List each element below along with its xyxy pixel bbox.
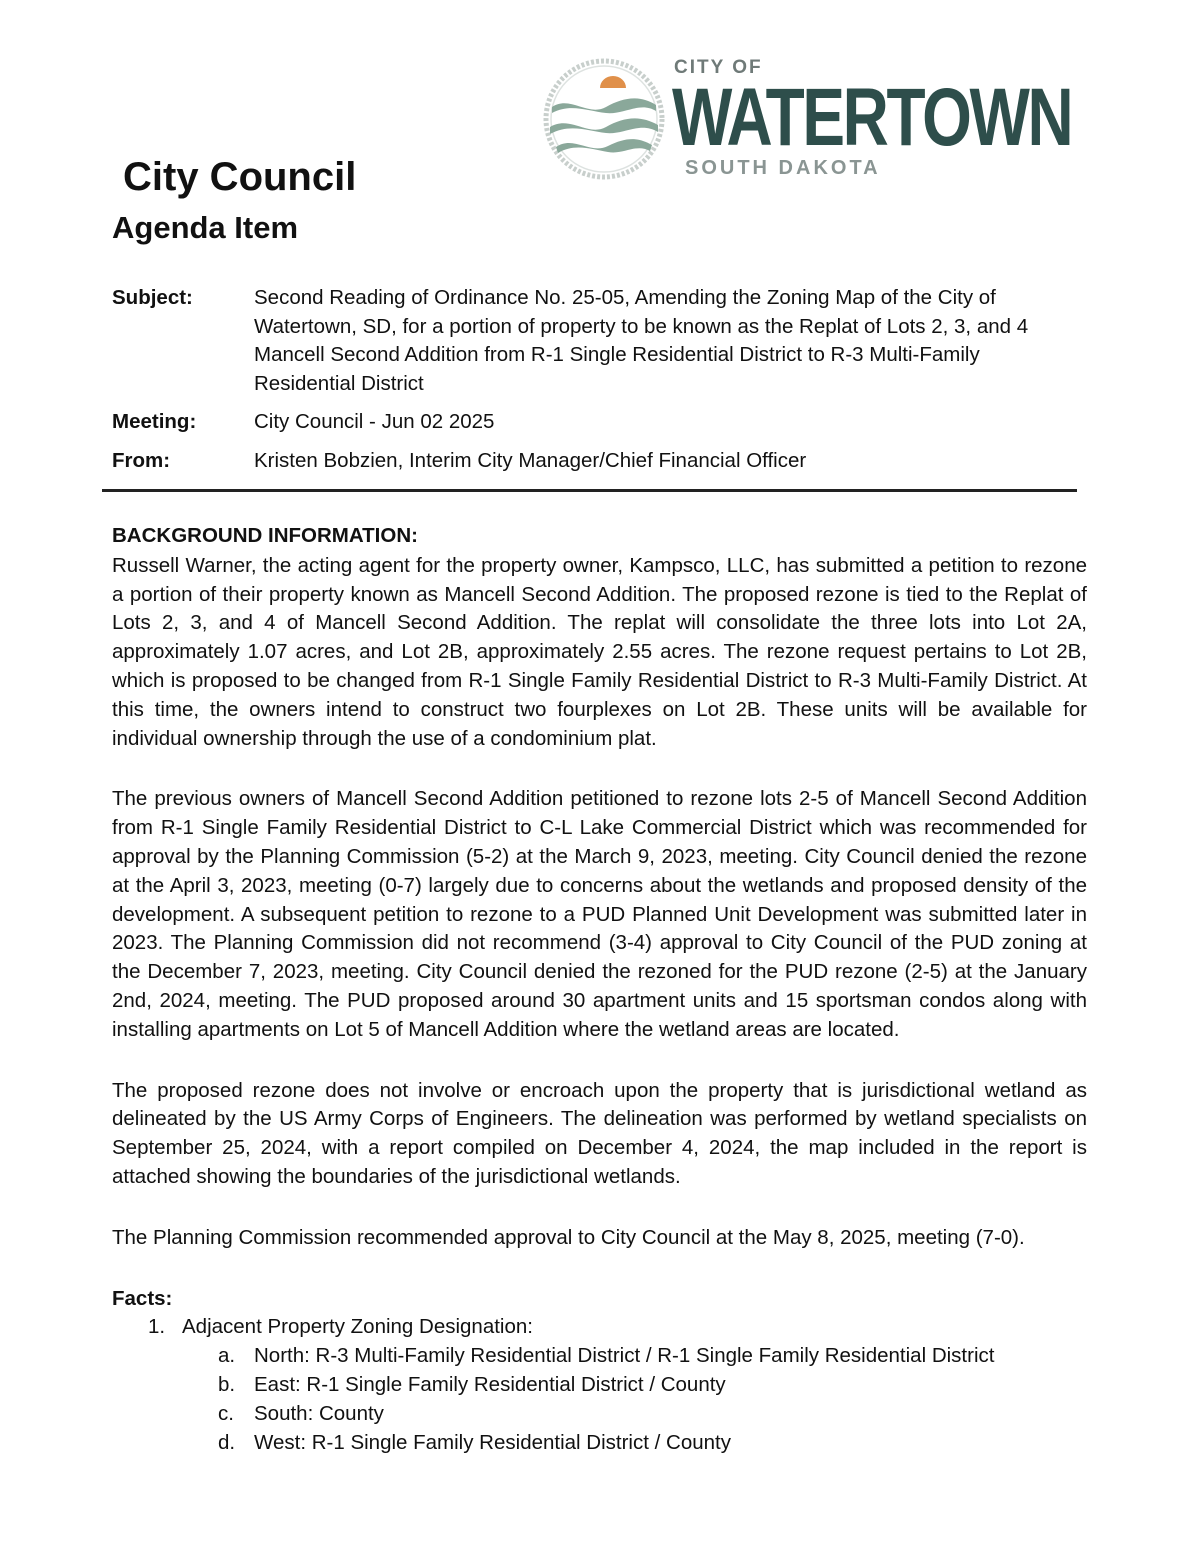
- sub-item-text: East: R-1 Single Family Residential District / County: [254, 1372, 726, 1396]
- background-heading: BACKGROUND INFORMATION:: [112, 524, 418, 547]
- background-paragraph: Russell Warner, the acting agent for the property owner, Kampsco, LLC, has submitted a petition to rezone a portion of their property known as Mancell Second Addition. The proposed rezone is tied to the Replat of Lots 2, 3, and 4 of Mancell Second Addition. The replat will consolidate the three lots into Lot 2A, approximately 1.07 acres, and Lot 2B, approximately 2.55 acres. The rezone request pertains to Lot 2B, which is proposed to be changed from R-1 Single Family Residential District to R-3 Multi-Family District. At this time, the owners intend to construct two fourplexes on Lot 2B. These units will be available for individual ownership through the use of a condominium plat.: [112, 553, 1087, 750]
- fact-number: 1.: [148, 1315, 166, 1339]
- sub-item-text: North: R-3 Multi-Family Residential District / R-1 Single Family Residential District: [254, 1344, 995, 1368]
- logo-city-name: WATERTOWN: [672, 72, 1072, 163]
- facts-heading: Facts:: [112, 1286, 173, 1310]
- from-label: From:: [112, 448, 171, 472]
- sub-item-letter: d.: [218, 1430, 236, 1454]
- fact-text: Adjacent Property Zoning Designation:: [182, 1315, 533, 1339]
- fact-sub-item: [218, 1371, 1087, 1400]
- fact-sub-item: [218, 1429, 1087, 1458]
- fact-sub-list: [112, 1342, 1087, 1457]
- page-subtitle: Agenda Item: [112, 210, 299, 245]
- background-paragraph: The previous owners of Mancell Second Addition petitioned to rezone lots 2-5 of Mancell Second Addition from R-1 Single Family Residential District to C-L Lake Commercial District which was recommended for approval by the Planning Commission (5-2) at the March 9, 2023, meeting. City Council denied the rezone at the April 3, 2023, meeting (0-7) largely due to concerns about the wetlands and proposed density of the development. A subsequent petition to rezone to a PUD Planned Unit Development was submitted later in 2023. The Planning Commission did not recommend (3-4) approval to City Council of the PUD zoning at the December 7, 2023, meeting. City Council denied the rezoned for the PUD rezone (2-5) at the January 2nd, 2024, meeting. The PUD proposed around 30 apartment units and 15 sportsman condos along with installing apartments on Lot 5 of Mancell Addition where the wetland areas are located.: [112, 787, 1087, 1041]
- sub-item-letter: b.: [218, 1372, 236, 1396]
- logo-city-of-text: CITY OF: [674, 57, 763, 78]
- agenda-meta: [112, 284, 1072, 485]
- sub-item-text: West: R-1 Single Family Residential District / County: [254, 1430, 731, 1454]
- meeting-value: City Council - Jun 02 2025: [254, 410, 495, 433]
- subject-label: Subject:: [112, 286, 193, 309]
- from-row: [112, 447, 1072, 476]
- fact-sub-item: [218, 1400, 1087, 1429]
- fact-item: [112, 1313, 1087, 1342]
- meeting-label: Meeting:: [112, 410, 197, 433]
- subject-value: Second Reading of Ordinance No. 25-05, Amending the Zoning Map of the City of Watertown, SD, for a portion of property to be known as the Replat of Lots 2, 3, and 4 Mancell Second Addition from R-1 Single Residential District to R-3 Multi-Family Residential District: [254, 286, 1029, 395]
- fact-sub-item: [218, 1342, 1087, 1371]
- meeting-row: [112, 408, 1072, 437]
- subject-row: [112, 284, 1072, 398]
- watertown-emblem-icon: [540, 55, 668, 183]
- page-title: City Council: [123, 155, 357, 199]
- document-body: [112, 522, 1087, 1457]
- sub-item-letter: a.: [218, 1344, 236, 1368]
- sub-item-letter: c.: [218, 1401, 234, 1425]
- from-value: Kristen Bobzien, Interim City Manager/Chief Financial Officer: [254, 448, 807, 472]
- logo-state-text: SOUTH DAKOTA: [685, 157, 881, 179]
- background-paragraph: The Planning Commission recommended approval to City Council at the May 8, 2025, meeting (7-0).: [112, 1225, 1025, 1249]
- background-paragraph: The proposed rezone does not involve or encroach upon the property that is jurisdictional wetland as delineated by the US Army Corps of Engineers. The delineation was performed by wetland specialists on September 25, 2024, with a report compiled on December 4, 2024, the map included in the report is attached showing the boundaries of the jurisdictional wetlands.: [112, 1078, 1087, 1188]
- city-logo: [540, 55, 1085, 185]
- header-divider: [102, 489, 1077, 492]
- sub-item-text: South: County: [254, 1401, 384, 1425]
